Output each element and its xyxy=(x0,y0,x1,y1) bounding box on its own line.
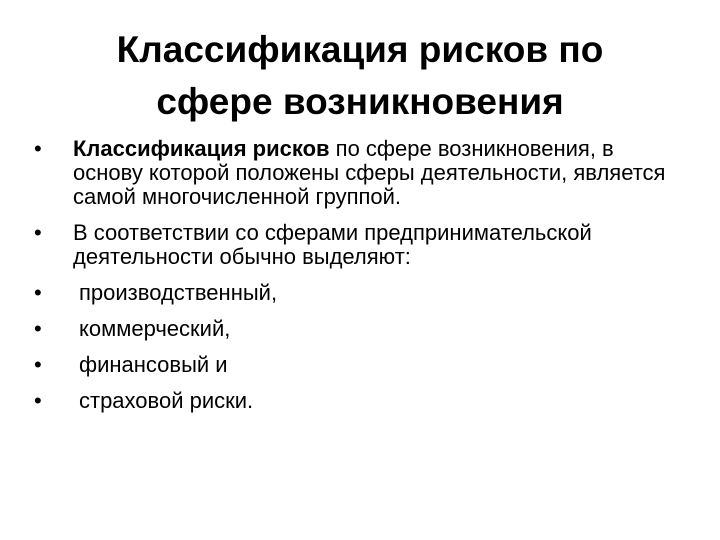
bullet-icon: • xyxy=(34,316,42,341)
bullet-bold-text: Классификация рисков xyxy=(73,136,330,161)
bullet-list xyxy=(34,137,674,425)
bullet-item xyxy=(34,137,674,209)
bullet-text: производственный, xyxy=(79,280,278,305)
slide-title-line-1: Классификация рисков по xyxy=(116,29,604,70)
bullet-item xyxy=(34,221,674,269)
bullet-icon: • xyxy=(34,388,42,413)
bullet-icon: • xyxy=(34,280,42,305)
slide-title xyxy=(60,24,660,128)
bullet-text: В соответствии со сферами предпринимательской деятельности обычно выделяют: xyxy=(73,220,592,269)
bullet-item xyxy=(34,317,674,341)
bullet-icon: • xyxy=(34,220,42,245)
bullet-text: по сфере возникновения, в основу которой положены сферы деятельности, является самой многочисленной группой. xyxy=(73,136,666,209)
bullet-text: коммерческий, xyxy=(79,316,231,341)
bullet-icon: • xyxy=(34,352,42,377)
bullet-item xyxy=(34,353,674,377)
bullet-item xyxy=(34,389,674,413)
bullet-item xyxy=(34,281,674,305)
slide-title-line-2: сфере возникновения xyxy=(156,81,564,122)
bullet-icon: • xyxy=(34,136,42,161)
bullet-text: финансовый и xyxy=(79,352,228,377)
bullet-text: страховой риски. xyxy=(79,388,254,413)
